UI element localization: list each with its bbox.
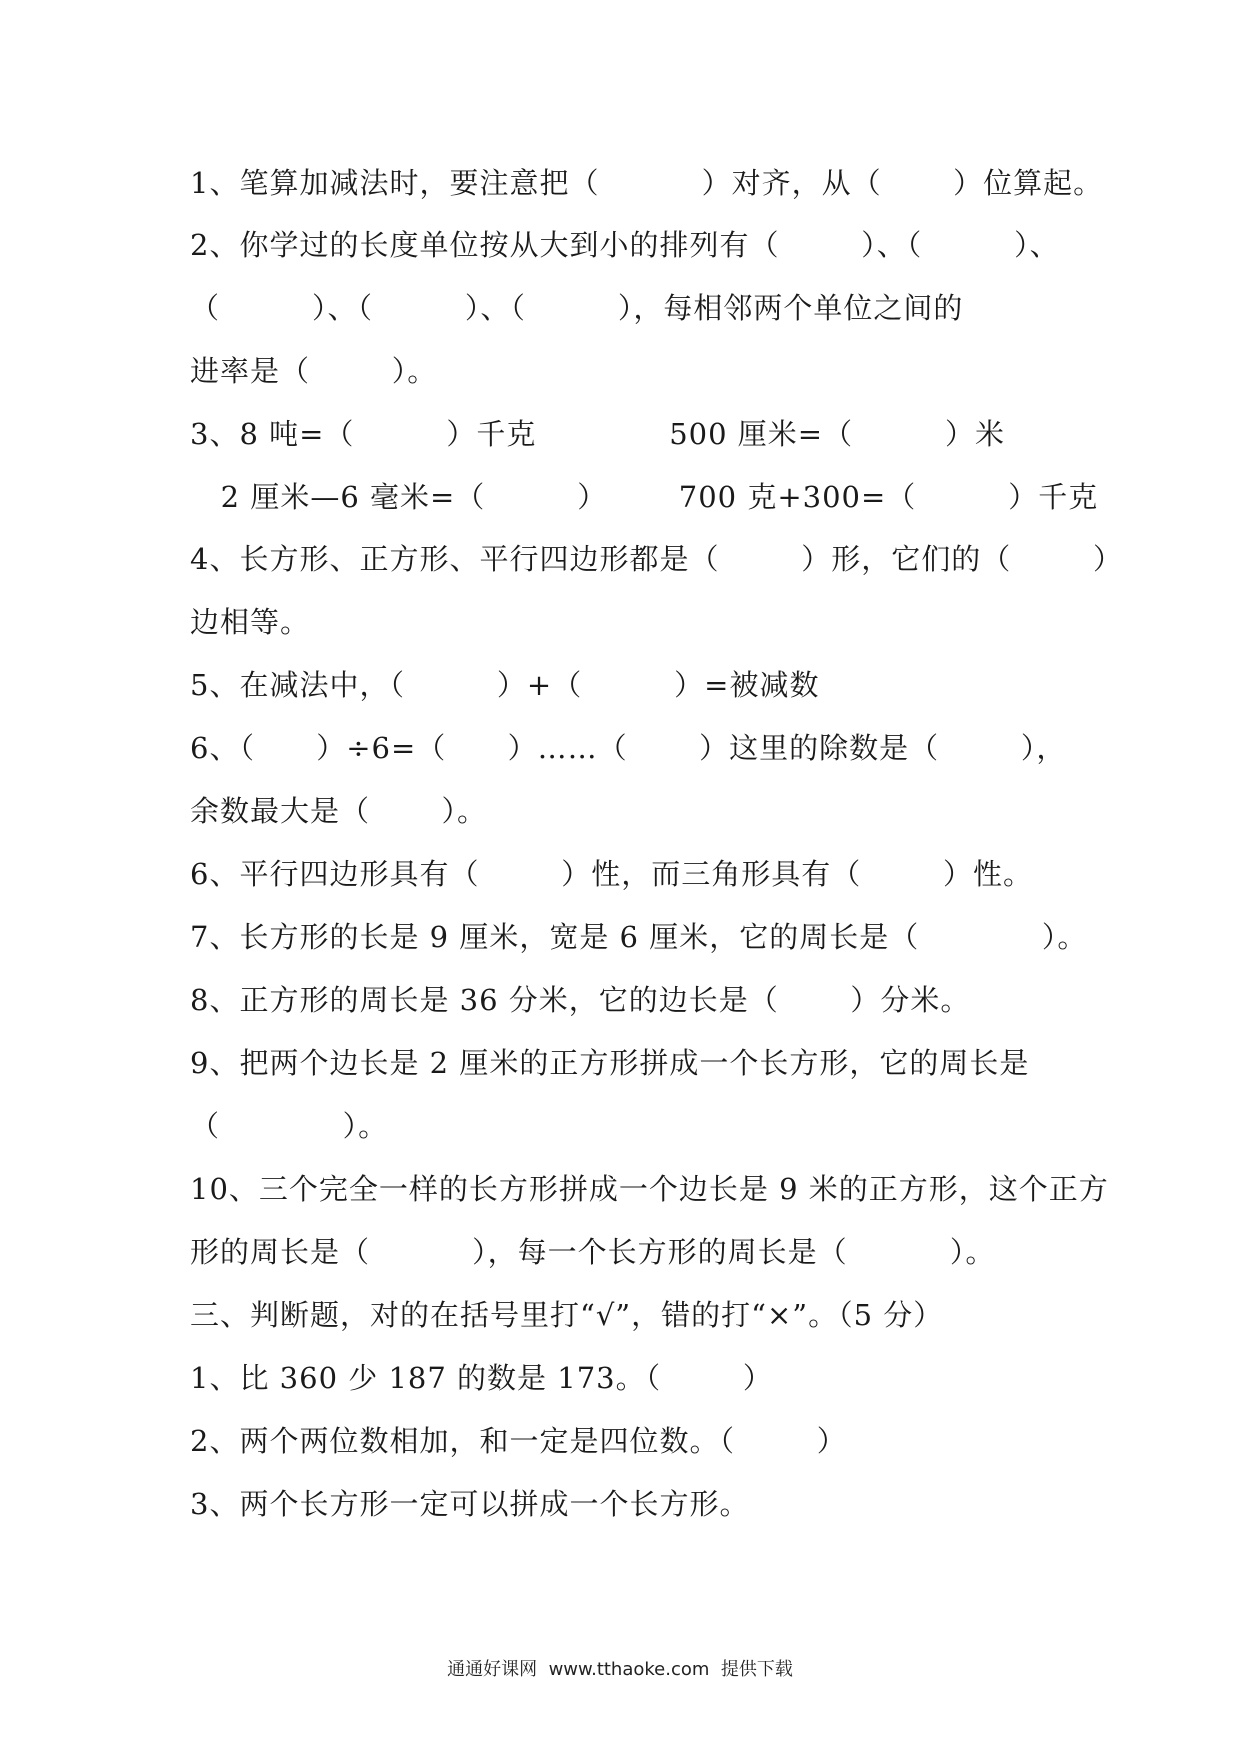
question-1: 1、笔算加减法时，要注意把（ ）对齐，从（ ）位算起。 bbox=[190, 166, 1104, 200]
question-5: 5、在减法中，（ ）+（ ）=被减数 bbox=[190, 668, 820, 702]
question-9-line-2: （ ）。 bbox=[190, 1109, 389, 1143]
judge-question-3: 3、两个长方形一定可以拼成一个长方形。 bbox=[190, 1487, 750, 1521]
question-9-line-1: 9、把两个边长是 2 厘米的正方形拼成一个长方形，它的周长是 bbox=[190, 1046, 1030, 1080]
page-footer: 通通好课网 www.tthaoke.com 提供下载 bbox=[447, 1659, 793, 1680]
question-10-line-1: 10、三个完全一样的长方形拼成一个边长是 9 米的正方形，这个正方 bbox=[190, 1172, 1109, 1206]
question-3-line-2: 2 厘米—6 毫米=（ ） 700 克+300=（ ）千克 bbox=[190, 480, 1099, 514]
judge-question-2: 2、两个两位数相加，和一定是四位数。（ ） bbox=[190, 1424, 847, 1458]
question-4-line-1: 4、长方形、正方形、平行四边形都是（ ）形，它们的（ ） bbox=[190, 542, 1123, 576]
question-6b: 6、平行四边形具有（ ）性，而三角形具有（ ）性。 bbox=[190, 857, 1033, 891]
judge-question-1: 1、比 360 少 187 的数是 173。（ ） bbox=[190, 1361, 773, 1395]
question-6-line-2: 余数最大是（ ）。 bbox=[190, 794, 488, 828]
question-2-line-3: 进率是（ ）。 bbox=[190, 354, 438, 388]
question-3-line-1: 3、8 吨=（ ）千克 500 厘米=（ ）米 bbox=[190, 417, 1006, 451]
question-6-line-1: 6、（ ）÷6=（ ）……（ ）这里的除数是（ ）， bbox=[190, 731, 1067, 765]
question-10-line-2: 形的周长是（ ），每一个长方形的周长是（ ）。 bbox=[190, 1235, 996, 1269]
question-7: 7、长方形的长是 9 厘米，宽是 6 厘米，它的周长是（ ）。 bbox=[190, 920, 1088, 954]
question-8: 8、正方形的周长是 36 分米，它的边长是（ ）分米。 bbox=[190, 983, 971, 1017]
question-4-line-2: 边相等。 bbox=[190, 605, 311, 639]
question-2-line-2: （ ）、（ ）、（ ），每相邻两个单位之间的 bbox=[190, 291, 964, 325]
section-3-heading: 三、判断题，对的在括号里打“√”，错的打“×”。（5 分） bbox=[190, 1298, 944, 1332]
question-2-line-1: 2、你学过的长度单位按从大到小的排列有（ ）、（ ）、 bbox=[190, 228, 1060, 262]
